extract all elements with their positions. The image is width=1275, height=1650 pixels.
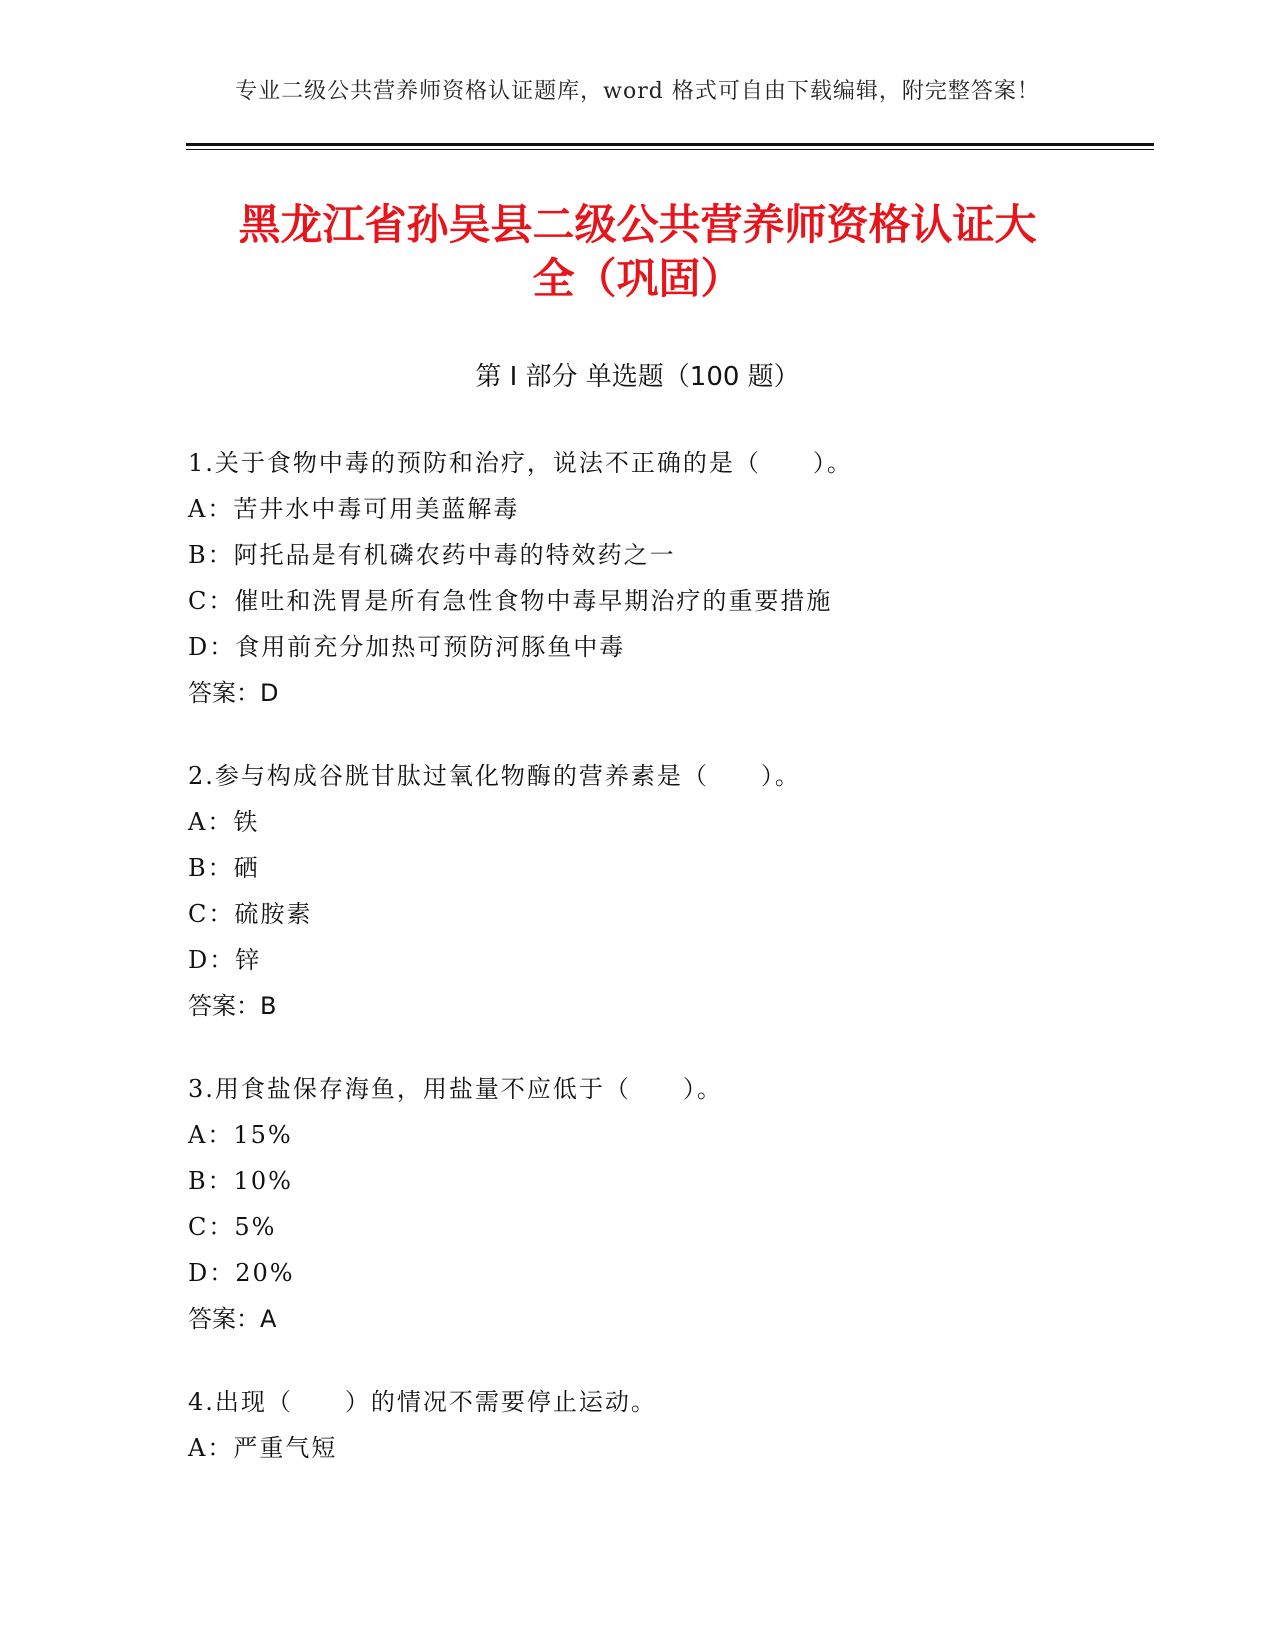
option-b: B：阿托品是有机磷农药中毒的特效药之一 [188,541,676,569]
question-stem: 4.出现（ ）的情况不需要停止运动。 [188,1388,657,1416]
option-c: C：5% [188,1213,277,1241]
question-stem: 1.关于食物中毒的预防和治疗，说法不正确的是（ ）。 [188,449,853,477]
question-4 [188,1379,1148,1471]
option-b: B：硒 [188,854,260,882]
answer: 答案：D [188,679,279,707]
option-c: C：催吐和洗胃是所有急性食物中毒早期治疗的重要措施 [188,587,833,615]
option-d: D：食用前充分加热可预防河豚鱼中毒 [188,633,626,661]
question-stem: 3.用食盐保存海鱼，用盐量不应低于（ ）。 [188,1075,723,1103]
option-b: B：10% [188,1167,293,1195]
option-a: A：15% [188,1121,293,1149]
option-a: A：苦井水中毒可用美蓝解毒 [188,495,520,523]
option-a: A：严重气短 [188,1434,338,1462]
page-header: 专业二级公共营养师资格认证题库，word 格式可自由下载编辑，附完整答案！ [235,79,1040,104]
answer: 答案：A [188,1305,277,1333]
option-a: A：铁 [188,808,260,836]
option-d: D：锌 [188,946,262,974]
answer: 答案：B [188,992,277,1020]
question-1 [188,440,1148,716]
document-title [150,198,1125,306]
header-rule-thin [186,149,1154,150]
section-title: 第 I 部分 单选题（100 题） [475,362,800,392]
question-list [188,440,1148,1508]
option-d: D：20% [188,1259,295,1287]
question-3 [188,1066,1148,1342]
header-rule-thick [186,143,1154,146]
question-stem: 2.参与构成谷胱甘肽过氧化物酶的营养素是（ ）。 [188,762,801,790]
document-title-line-1: 黑龙江省孙吴县二级公共营养师资格认证大 [238,200,1037,249]
option-c: C：硫胺素 [188,900,313,928]
document-title-line-2: 全（巩固） [532,254,743,303]
question-2 [188,753,1148,1029]
